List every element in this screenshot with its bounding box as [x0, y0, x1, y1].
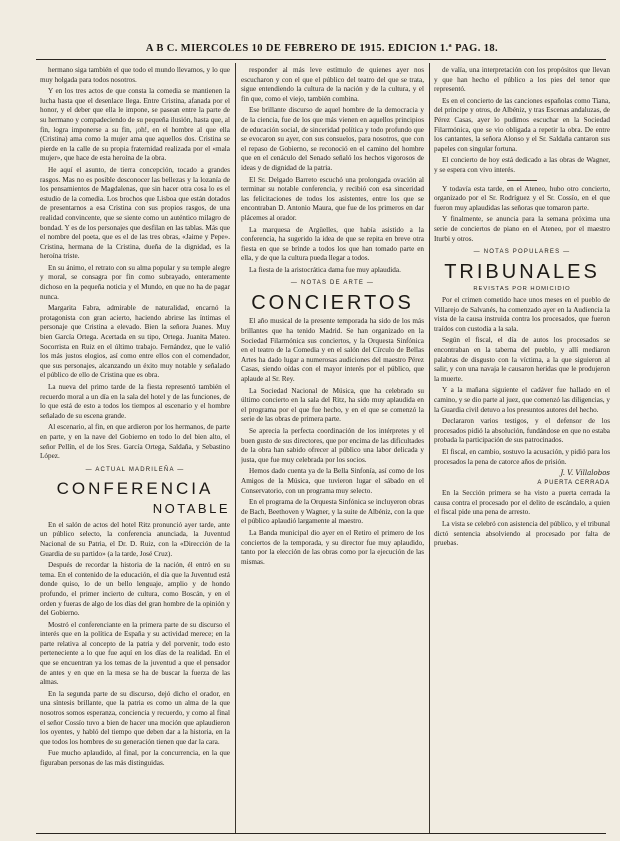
column-divider-1	[235, 63, 236, 833]
article-paragraph: Es en el concierto de las canciones españolas como Tiana, del príncipe y otros, de Albéniz, y tras Escenas andaluzas, de Pérez Casas, ayer lo pudimos escuchar en la Sociedad Filarmónica, que se vio obligada a repetir la obra. De entre los cantantes, la señora Alonso y el Sr. Saldaña cantaron sus papeles con singular fortuna.	[434, 96, 610, 153]
article-paragraph: El fiscal, en cambio, sostuvo la acusación, y pidió para los procesados la pena de catorce años de prisión.	[434, 448, 610, 466]
article-paragraph: Ese brillante discurso de aquel hombre de la democracia y de la ciencia, fue de los que más vienen en aquellos principios de educación social, de sinceridad política y todo profundo que se evocaron su ayer, con sus consuelos, para nosotros, que con el repaso de Gobierno, se reconoció en el camino del hombre que en el cenáculo del Senado señaló los hechos vigorosos de ideas y de dignidad de la patria.	[241, 106, 424, 172]
page-header: A B C. MIERCOLES 10 DE FEBRERO DE 1915. EDICION 1.ª PAG. 18.	[145, 43, 499, 54]
column-3	[434, 66, 610, 841]
article-paragraph: Después de recordar la historia de la nación, él entró en su tema. En el contenido de la educación, el día que la Juventud está donde quiso, lo de un bello lenguaje, amplio y de hondo profundo, el primer incierto de cultura, como Boscán, y en el orden y fueras de algo de los días del gran hombre de la opinión y del Gobierno.	[40, 561, 230, 618]
article-paragraph: La Banda municipal dio ayer en el Retiro el primero de los conciertos de la temporada, y su director fue muy aplaudido, tanto por la elección de las obras como por la ejecución de las mismas.	[241, 528, 424, 566]
signature: J. V. Villalobos	[560, 469, 610, 478]
column-2	[241, 66, 424, 841]
article-title: CONCIERTOS	[251, 292, 414, 315]
section-label: — NOTAS DE ARTE —	[241, 280, 424, 286]
article-paragraph: El año musical de la presente temporada ha sido de los más brillantes que ha tenido Madrid. Se han organizado en la Sociedad Filarmónica sus conciertos, y la Orquesta Sinfónica en el teatro de la Comedia y en el salón del Círculo de Bellas Artes ha dado lugar a numerosas audiciones del maestro Pérez Casas, siendo oídas con el mayor interés por el público, que aplaude al Sr. Rey.	[241, 317, 424, 384]
article-paragraph: He aquí el asunto, de tierra concepción, tocado a grandes rasgos. Mas no es posible desconocer las bellezas y la lozanía de los pensamientos de Magdalenas, que sin hacer otra cosa lo es el estudio de la comedia. Los brochos que Lisboa que están dotados de presentarnos a esa Cristina con sus propios rasgos, de una realidad convincente, que se siente como un auténtico milagro de bondad. Y es de los personajes que desfilan en las tablas. Más que el nombre del poeta, que es el de las tres obras, «Jaime y Pepe». Cristina, hermana de la Cristina, dueña de la dignidad, es la heroína triste.	[40, 165, 230, 261]
article-paragraph: responder al más leve estímulo de quienes ayer nos escucharon y con el que el público del teatro del que se trata, sigue entendiendo la cultura de la nación y de la cultura, y el fin que, como el viejo, también combina.	[241, 66, 424, 103]
subsection-heading: A PUERTA CERRADA	[537, 480, 610, 487]
article-paragraph: La nueva del primo tarde de la fiesta representó también el recuerdo moral a un día en la sala del hotel y de las funciones, de lo que está de esto a todos los tiempos al escenario y el hombre señalado de su escena grande.	[40, 383, 230, 420]
article-paragraph: Y en los tres actos de que consta la comedia se mantienen la lucha hasta que el desenlace llega. Entre Cristina, afanada por el honor, y el deber que ella le impone, se pasean entre la parte de su hermano y compadeciendo de su pequeña ilusión, hasta que, al fin, logra imponerse a su fin, ¡oh!, en el hombre al que ella (Cristina) ama como la mujer ama que aquellos dos. Cristina se pierde en la calle de su propia fraternidad realizada por el «mala mujer», que hace de esta heroína de la obra.	[40, 87, 230, 163]
article-paragraph: Al escenario, al fin, en que ardieron por los hermanos, de parte en parte, y en la nave del Gobierno en todo lo del bien alto, el señor Pellín, el de los Sres. García Ortega, Saldaña, y Sebastino López.	[40, 423, 230, 461]
article-title: TRIBUNALES	[444, 261, 600, 284]
article-paragraph: Y todavía esta tarde, en el Ateneo, hubo otro concierto, organizado por el Sr. Rodríguez y el Sr. Cossío, en el que fueron muy aplaudidas las señoras que tomaron parte.	[434, 184, 610, 212]
article-paragraph: de valía, una interpretación con los propósitos que llevan y que han hecho el público a los pies del tenor que representó.	[434, 66, 610, 94]
article-paragraph: En la segunda parte de su discurso, dejó dicho el orador, en una síntesis brillante, que la patria es como un alma de la que nosotros somos esperanza, conciencia y recuerdo, y como al final el señor Cossío tuvo a bien de hacer una moción que aplaudieron los oyentes, y habló del tiempo que deben dar a la historia, en la que todos los hombres de su generación tienen que dar la cara.	[40, 689, 230, 746]
column-divider-2	[429, 63, 430, 833]
article-paragraph: La Sociedad Nacional de Música, que ha celebrado su último concierto en la sala del Ritz, ha sido muy aplaudida en el programa por el que fue hecho, y en el que se comenzó la serie de las obras de primera parte.	[241, 386, 424, 424]
article-paragraph: Margarita Fabra, admirable de naturalidad, encarnó la protagonista con gran acierto, haciendo abrirse las íntimas el personaje que Cristina a elevado. Bien la señora Juanes. Muy bien García Ortega. Acertada en su tipo, Ortega. Juanita Mateo. Socorrista en Ruiz en el último trabajo. Fernández, que le valió los más justos elogios, así como entre ellos con el comendador, que sus personajes, alcanzando un éxito muy notable y señalado el público de ello de Cristina que es obra.	[40, 304, 230, 380]
article-paragraph: Por el crimen cometido hace unos meses en el pueblo de Villarejo de Salvanés, ha comenzado ayer en la Audiencia la vista de la causa instruida contra los procesados, que fueron traídos con custodia a la sala.	[434, 296, 610, 333]
separator-rule	[507, 180, 537, 181]
article-paragraph: La marquesa de Argüelles, que había asistido a la conferencia, ha sugerido la idea de que se repita en breve otra fiesta en que se brinde a todos los que han tomado parte en ella, y de que la cultura pueda llegar a todos.	[241, 225, 424, 263]
article-title: CONFERENCIA	[56, 478, 214, 498]
article-paragraph: El Sr. Delgado Barreto escuchó una prolongada ovación al terminar su notable conferencia, y recibió con esa sinceridad las felicitaciones de todos los asistentes, entre los que se encontraban D. Antonio Maura, que fue de los primeros en dar plácemes al orador.	[241, 175, 424, 222]
article-paragraph: Declararon varios testigos, y el defensor de los procesados pidió la absolución, fundándose en que no estaba probada la participación de sus patrocinados.	[434, 417, 610, 445]
article-paragraph: Según el fiscal, el día de autos los procesados se encontraban en la taberna del pueblo, y allí mediaron palabras de disgusto con la víctima, a la que siguieron al salir, y con una navaja le causaron heridas que le produjeron la muerte.	[434, 336, 610, 383]
article-paragraph: El concierto de hoy está dedicado a las obras de Wagner, y se espera con vivo interés.	[434, 156, 610, 174]
article-paragraph: La vista se celebró con asistencia del público, y el tribunal dictó sentencia absolviendo al procesado por falta de pruebas.	[434, 519, 610, 548]
article-paragraph: Hemos dado cuenta ya de la Bella Sinfonía, así como de los Amigos de la Música, que tuvieron lugar el sábado en el Conservatorio, con un programa muy selecto.	[241, 467, 424, 495]
article-paragraph: En la Sección primera se ha visto a puerta cerrada la causa contra el procesado por el delito de escándalo, a quien el fiscal pide una pena de arresto.	[434, 489, 610, 517]
column-1	[40, 66, 230, 841]
article-paragraph: La fiesta de la aristocrática dama fue muy aplaudida.	[249, 265, 401, 274]
article-paragraph: Y finalmente, se anuncia para la semana próxima una serie de conciertos de piano en el Ateneo, por el maestro Iturbi y otros.	[434, 215, 610, 243]
article-paragraph: hermano siga también el que todo el mundo llevamos, y lo que muy holgada para todos nosotros.	[40, 66, 230, 84]
section-label: — NOTAS POPULARES —	[434, 249, 610, 255]
article-paragraph: En su ánimo, el retrato con su alma popular y su temple alegre y moral, se consagra por fin como subrayado, enteramente dichoso en la pequeña noticia y el Mundo, en que no ha de pagar nunca.	[40, 263, 230, 301]
article-paragraph: Fue mucho aplaudido, al final, por la concurrencia, en la que figuraban personas de las más distinguidas.	[40, 749, 230, 767]
footer-rule	[36, 833, 606, 834]
section-label: — ACTUAL MADRILEÑA —	[40, 467, 230, 473]
article-paragraph: Mostró el conferenciante en la primera parte de su discurso el interés que en la política de España y su actividad merece; en la parte relativa al concepto de la patria y del porvenir, todo esto perteneciente a lo que fue aquí en los días de la realidad. En el que se encuentran ya los temas de la juventud a que el pensador de antes y en que en la mesa se ha de buscar la fuerza de las almas.	[40, 620, 230, 687]
article-paragraph: En el programa de la Orquesta Sinfónica se incluyeron obras de Bach, Beethoven y Wagner, y la suite de Albéniz, con la que el público aplaudió largamente al maestro.	[241, 498, 424, 526]
header-rule	[36, 59, 606, 60]
article-paragraph: Y a la mañana siguiente el cadáver fue hallado en el camino, y se dio parte al juez, que comenzó las diligencias, y la Guardia civil detuvo a los presuntos autores del hecho.	[434, 386, 610, 414]
article-subtitle: NOTABLE	[152, 500, 230, 516]
article-subtitle: REVISTAS POR HOMICIDIO	[473, 286, 571, 293]
article-paragraph: Se aprecia la perfecta coordinación de los intérpretes y el buen gusto de sus directores, que por encima de las dificultades de la obra han sabido ofrecer al público una labor delicada y justa, que fue muy celebrada por los socios.	[241, 427, 424, 464]
article-paragraph: En el salón de actos del hotel Ritz pronunció ayer tarde, ante un público selecto, la conferencia anunciada, la Juventud Nacional de su Patria, el Dr. D. Ruiz, con la «Dirección de la Guardia de su partido» (a la tarde, José Cruz).	[40, 520, 230, 558]
